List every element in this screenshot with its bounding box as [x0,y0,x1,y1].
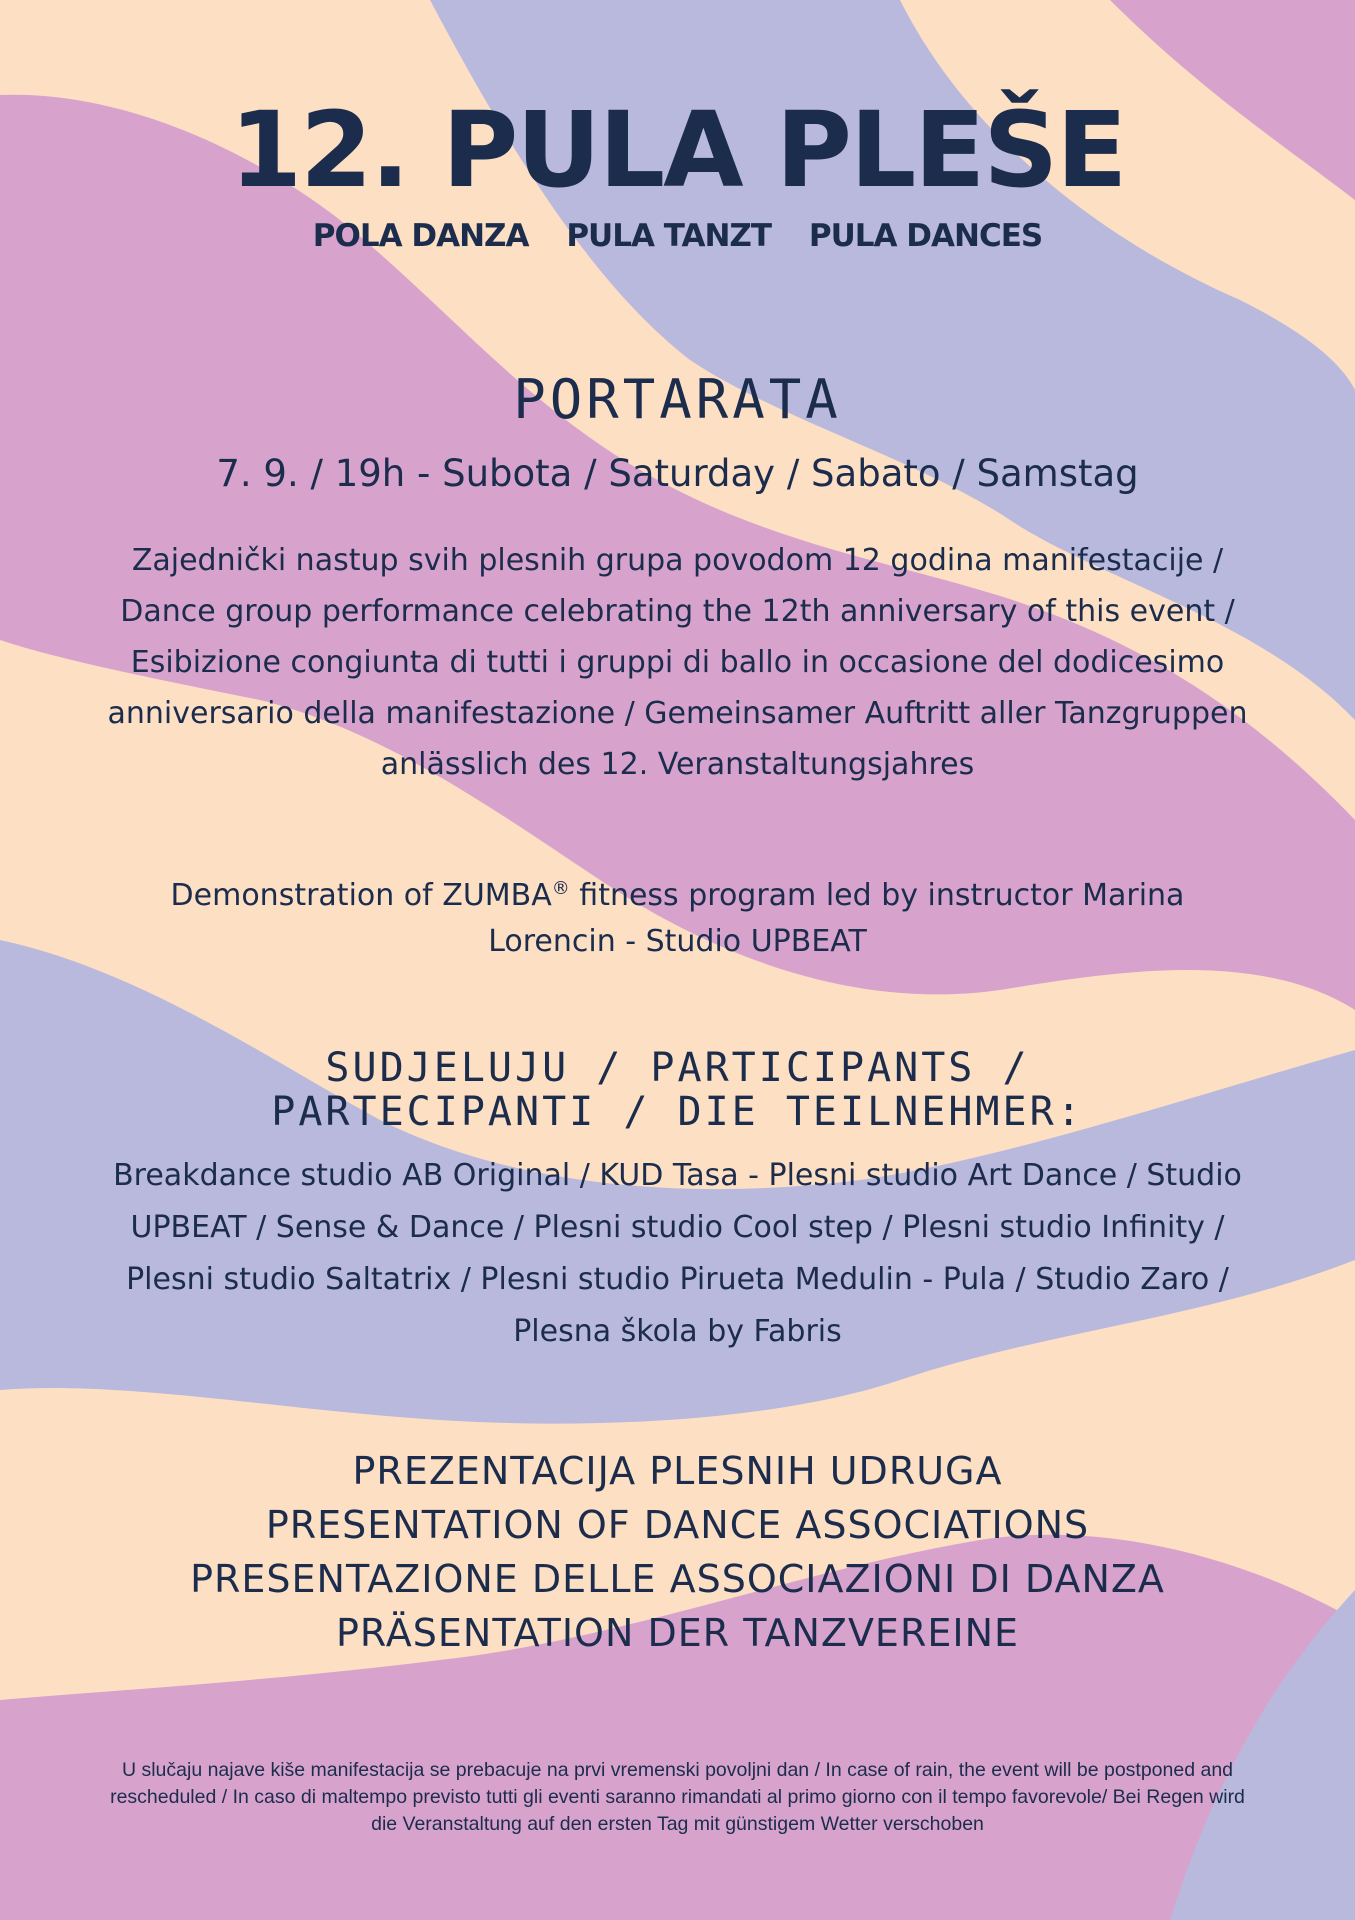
event-title: 12. PULA PLEŠE [229,89,1126,211]
subtitle-english: PULA DANCES [808,218,1043,254]
subtitle-italian: POLA DANZA [312,218,529,254]
event-date-time: 7. 9. / 19h - Subota / Saturday / Sabato / Samstag [216,452,1139,495]
presentation-line-italian: PRESENTAZIONE DELLE ASSOCIAZIONI DI DANZA [190,1557,1165,1601]
event-description: Zajednički nastup svih plesnih grupa povodom 12 godina manifestacije / Dance group performance celebrating the 12th anniversary of this event / Esibizione congiunta di tutti i gruppi di ballo in occasione del dodicesimo anniversario della manifestazione / Gemeinsamer Auftritt aller Tanzgruppen anlässlich des 12. Veranstaltungsjahres [107,543,1248,782]
participants-list: Breakdance studio AB Original / KUD Tasa - Plesni studio Art Dance / Studio UPBEAT / Sense & Dance / Plesni studio Cool step / Plesni studio Infinity / Plesni studio Saltatrix / Plesni studio Pirueta Medulin - Pula / Studio Zaro / Plesna škola by Fabris [113,1158,1242,1349]
presentation-heading [0,1444,1355,1660]
title-translations [0,218,1355,254]
presentation-line-english: PRESENTATION OF DANCE ASSOCIATIONS [265,1503,1090,1547]
zumba-text-start: Demonstration of ZUMBA [170,878,552,913]
subtitle-german: PULA TANZT [566,218,772,254]
participants-heading [0,1046,1355,1134]
registered-mark: ® [551,878,570,899]
participants-heading-line-2: PARTECIPANTI / DIE TEILNEHMER: [271,1089,1084,1135]
rain-notice: U slučaju najave kiše manifestacija se prebacuje na prvi vremenski povoljni dan / In case of rain, the event will be postponed and rescheduled / In caso di maltempo previsto tutti gli eventi saranno rimandati al primo giorno con il tempo favorevole/ Bei Regen wird die Veranstaltung auf den ersten Tag mit günstigem Wetter verschoben [110,1759,1245,1835]
zumba-text-end: fitness program led by instructor Marina Lorencin - Studio UPBEAT [488,878,1185,959]
section-title-portarata: PORTARATA [513,368,842,431]
zumba-demonstration [110,866,1245,965]
presentation-line-german: PRÄSENTATION DER TANZVEREINE [336,1611,1019,1655]
participants-heading-line-1: SUDJELUJU / PARTICIPANTS / [325,1045,1030,1091]
presentation-line-croatian: PREZENTACIJA PLESNIH UDRUGA [352,1449,1003,1493]
